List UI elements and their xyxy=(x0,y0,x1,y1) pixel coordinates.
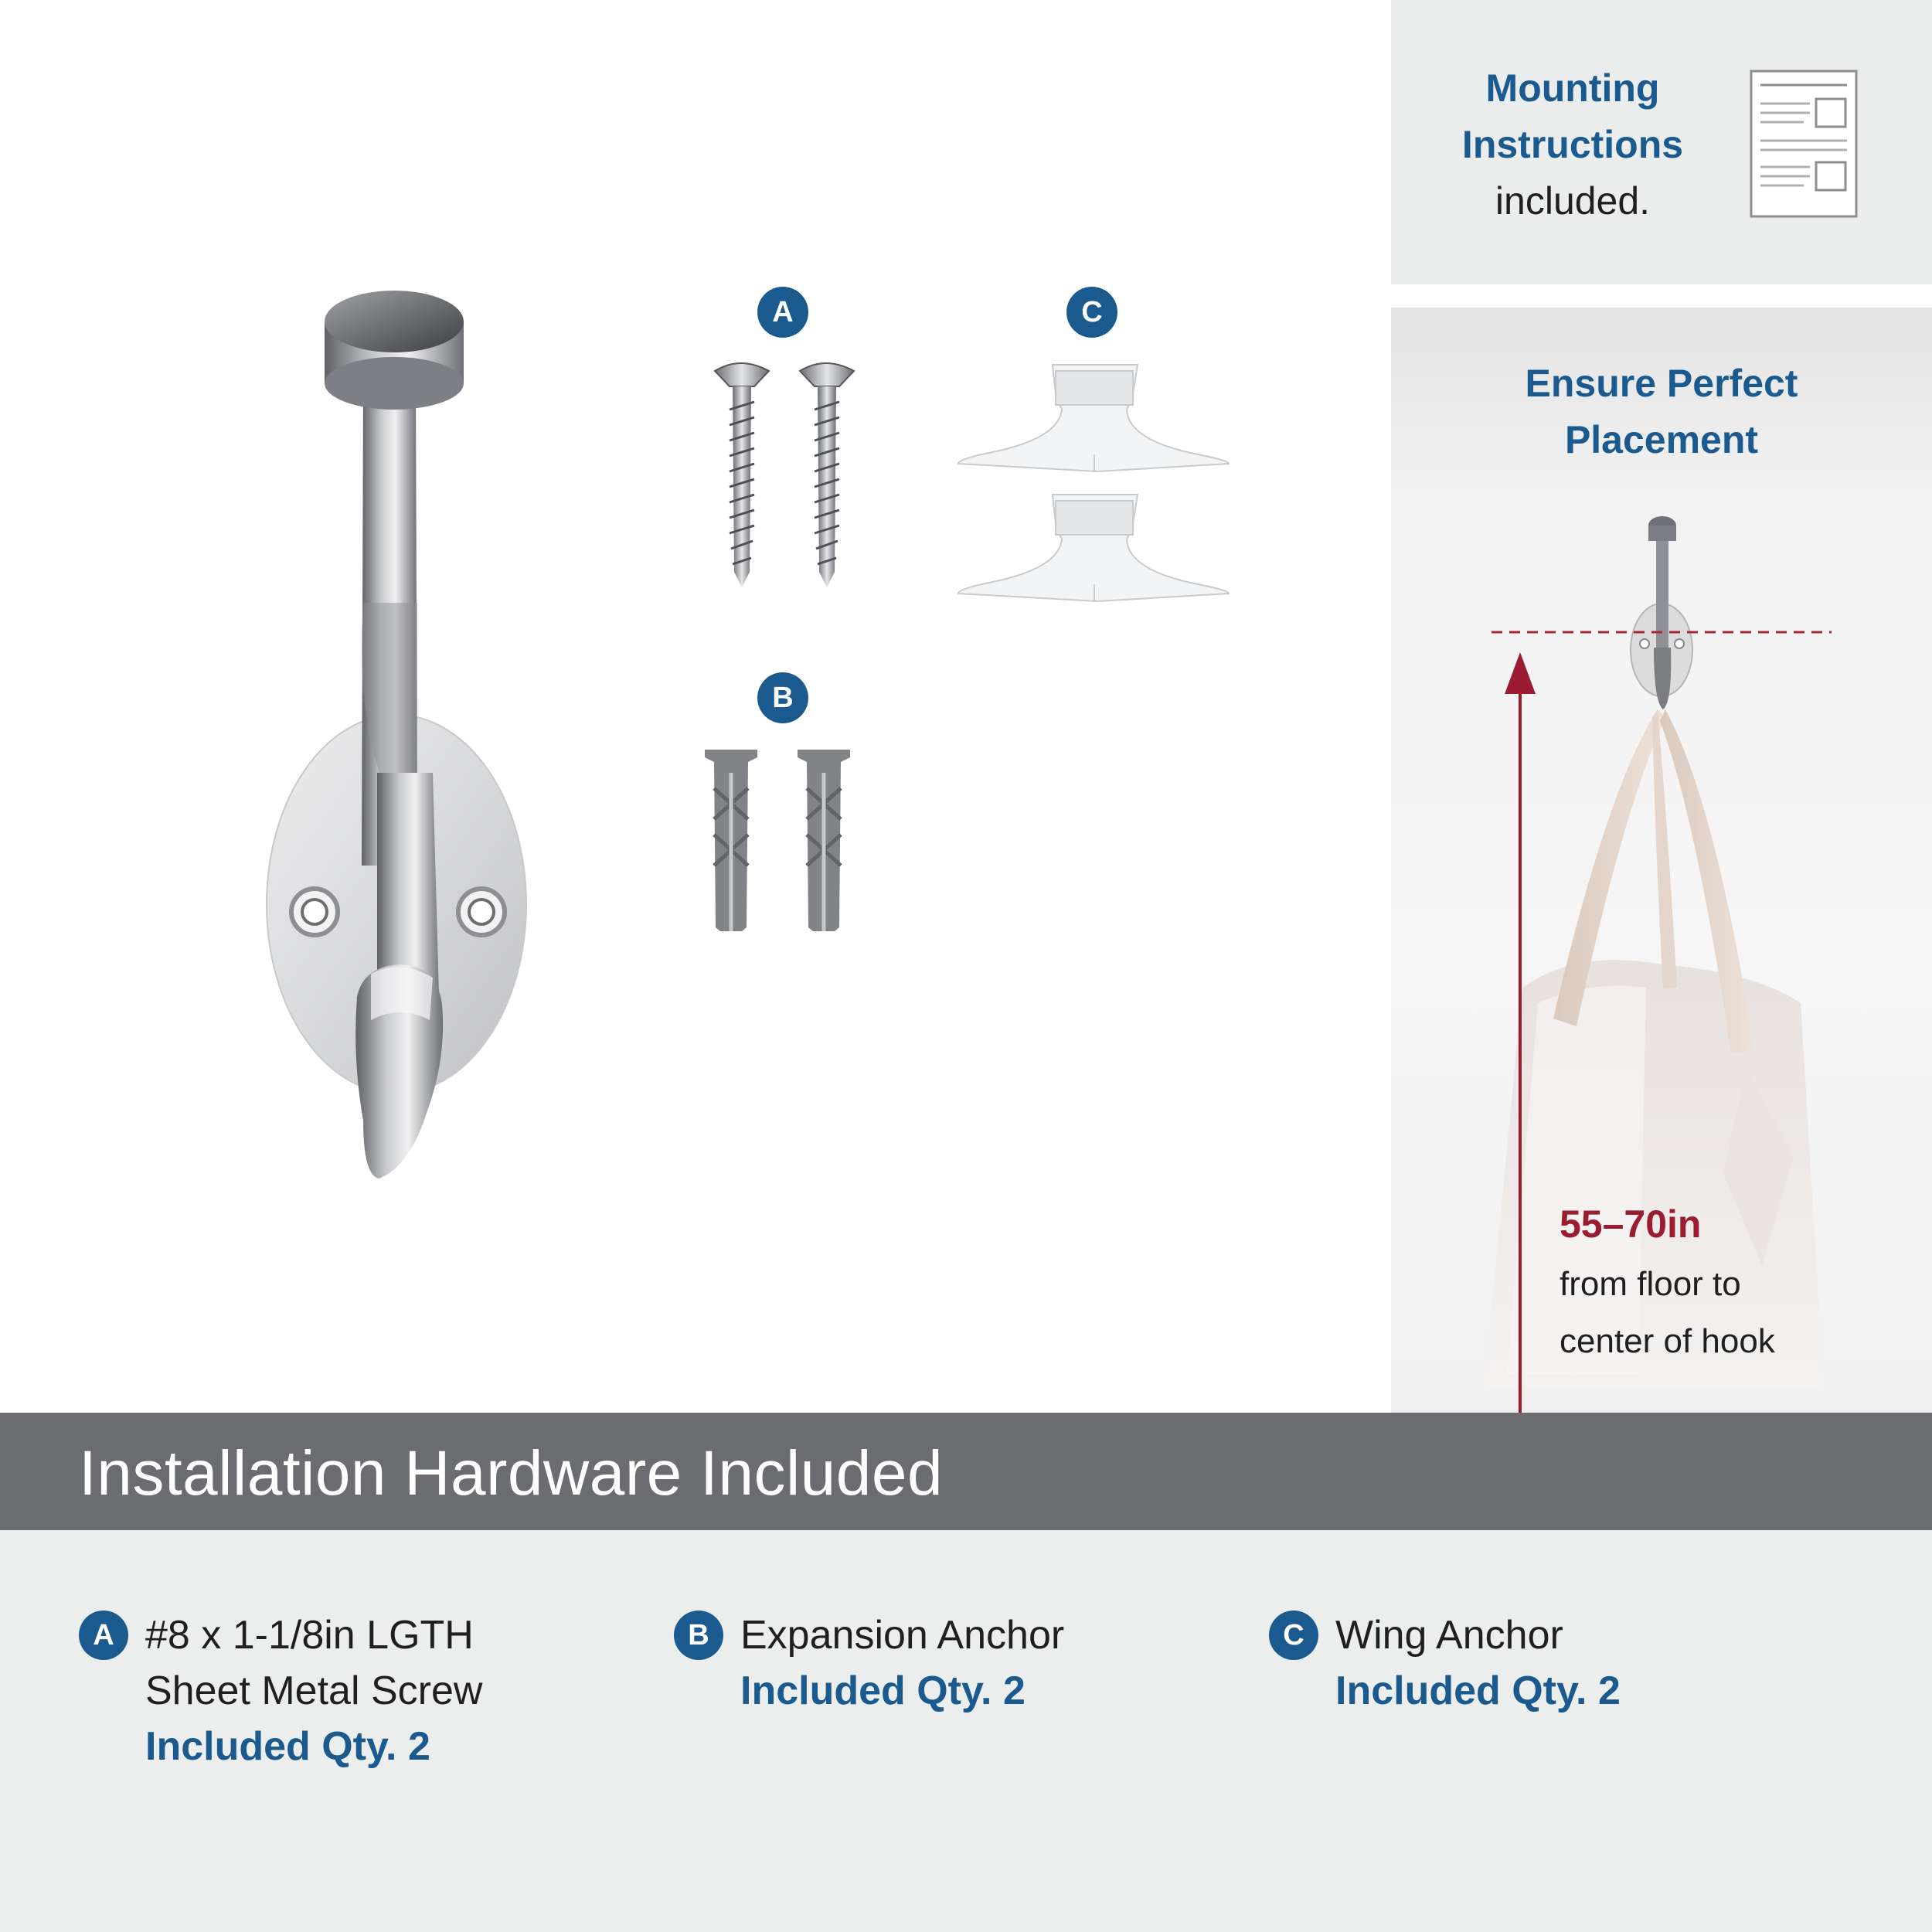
mounting-line-3: included. xyxy=(1495,179,1651,223)
hardware-item-b-qty: Included Qty. 2 xyxy=(740,1668,1026,1713)
placement-title-line-1: Ensure Perfect xyxy=(1525,362,1798,405)
badge-a: A xyxy=(79,1611,128,1660)
badge-c: C xyxy=(1269,1611,1318,1660)
wing-anchor-c-1 xyxy=(958,365,1229,471)
hardware-heading: Installation Hardware Included xyxy=(79,1438,944,1509)
expansion-anchor-b-2 xyxy=(798,750,850,931)
hardware-illustrations xyxy=(696,278,1252,958)
hardware-item-c-line-1: Wing Anchor xyxy=(1335,1613,1563,1658)
document-icon xyxy=(1750,70,1858,218)
mounting-instructions-text xyxy=(1391,60,1754,230)
expansion-anchor-b-1 xyxy=(705,750,757,931)
placement-desc-line-1: from floor to xyxy=(1560,1265,1741,1303)
hook-image xyxy=(247,278,541,1190)
mounting-line-1: Mounting xyxy=(1485,66,1660,110)
hardware-item-b-line-1: Expansion Anchor xyxy=(740,1613,1065,1658)
wing-anchor-c-2 xyxy=(958,495,1229,601)
hardware-item-a-qty: Included Qty. 2 xyxy=(145,1724,430,1769)
placement-desc-line-2: center of hook xyxy=(1560,1322,1775,1360)
screw-a-2 xyxy=(800,363,854,587)
placement-illustration xyxy=(1391,308,1932,1413)
hardware-item-c-qty: Included Qty. 2 xyxy=(1335,1668,1621,1713)
hardware-item-a-line-1: #8 x 1-1/8in LGTH xyxy=(145,1613,474,1658)
placement-range: 55–70in xyxy=(1560,1202,1702,1246)
badge-a-art: A xyxy=(757,287,808,338)
hardware-item-c xyxy=(1335,1607,1621,1719)
badge-b-art: B xyxy=(757,672,808,723)
placement-title-line-2: Placement xyxy=(1564,418,1759,461)
mounting-line-2: Instructions xyxy=(1461,123,1684,166)
badge-b: B xyxy=(674,1611,723,1660)
screw-a-1 xyxy=(715,363,769,587)
hardware-item-a xyxy=(145,1607,482,1774)
placement-title xyxy=(1391,355,1932,468)
badge-c-art: C xyxy=(1066,287,1117,338)
hardware-item-b xyxy=(740,1607,1064,1719)
placement-description xyxy=(1560,1256,1884,1370)
hardware-item-a-line-2: Sheet Metal Screw xyxy=(145,1668,483,1713)
